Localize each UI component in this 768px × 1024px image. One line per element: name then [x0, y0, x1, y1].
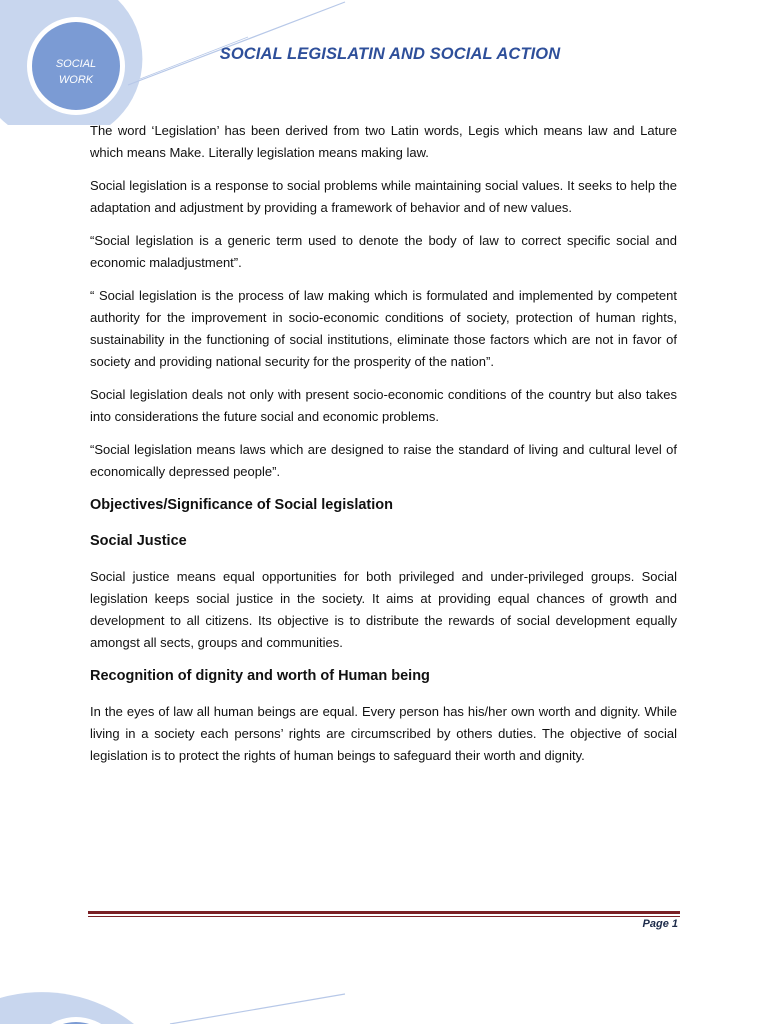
footer-rule-thin: [88, 916, 680, 917]
social-work-badge: [38, 56, 114, 88]
page-number: Page 1: [642, 918, 678, 930]
paragraph-6: “Social legislation means laws which are designed to raise the standard of living and cultural level of economically depressed people”.: [90, 442, 677, 479]
footer-rule: [88, 911, 680, 914]
heading-social-justice: Social Justice: [90, 533, 187, 549]
badge-line1: SOCIAL: [55, 58, 97, 70]
paragraph-1: The word ‘Legislation’ has been derived from two Latin words, Legis which means law and Lature which means Make. Literally legislation means making law.: [90, 123, 677, 160]
document-title: SOCIAL LEGISLATIN AND SOCIAL ACTION: [219, 45, 561, 63]
paragraph-5: Social legislation deals not only with present socio-economic conditions of the country but also takes into considerations the future social and economic problems.: [90, 387, 677, 424]
next-page-decoration: [0, 984, 360, 1024]
document-body: [90, 120, 677, 778]
paragraph-2: Social legislation is a response to social problems while maintaining social values. It seeks to help the adaptation and adjustment by providing a framework of behavior and of new values.: [90, 178, 677, 215]
heading-objectives: Objectives/Significance of Social legislation: [90, 497, 393, 513]
paragraph-4: “ Social legislation is the process of law making which is formulated and implemented by competent authority for the improvement in socio-economic conditions of society, protection of human rights, sustainability in the functioning of social institutions, eliminate those factors which are not in favor of society and providing national security for the prosperity of the nation”.: [90, 288, 677, 369]
heading-dignity: Recognition of dignity and worth of Human being: [90, 668, 430, 684]
paragraph-8: In the eyes of law all human beings are equal. Every person has his/her own worth and dignity. While living in a society each persons’ rights are circumscribed by others duties. The objective of social legislation is to protect the rights of human beings to safeguard their worth and dignity.: [90, 704, 677, 763]
paragraph-3: “Social legislation is a generic term used to denote the body of law to correct specific social and economic maladjustment”.: [90, 233, 677, 270]
paragraph-7: Social justice means equal opportunities for both privileged and under-privileged groups. Social legislation keeps social justice in the society. It aims at providing equal chances of growth and development to all citizens. Its objective is to distribute the rewards of social development equally amongst all sects, groups and communities.: [90, 569, 677, 650]
badge-line2: WORK: [58, 74, 94, 86]
